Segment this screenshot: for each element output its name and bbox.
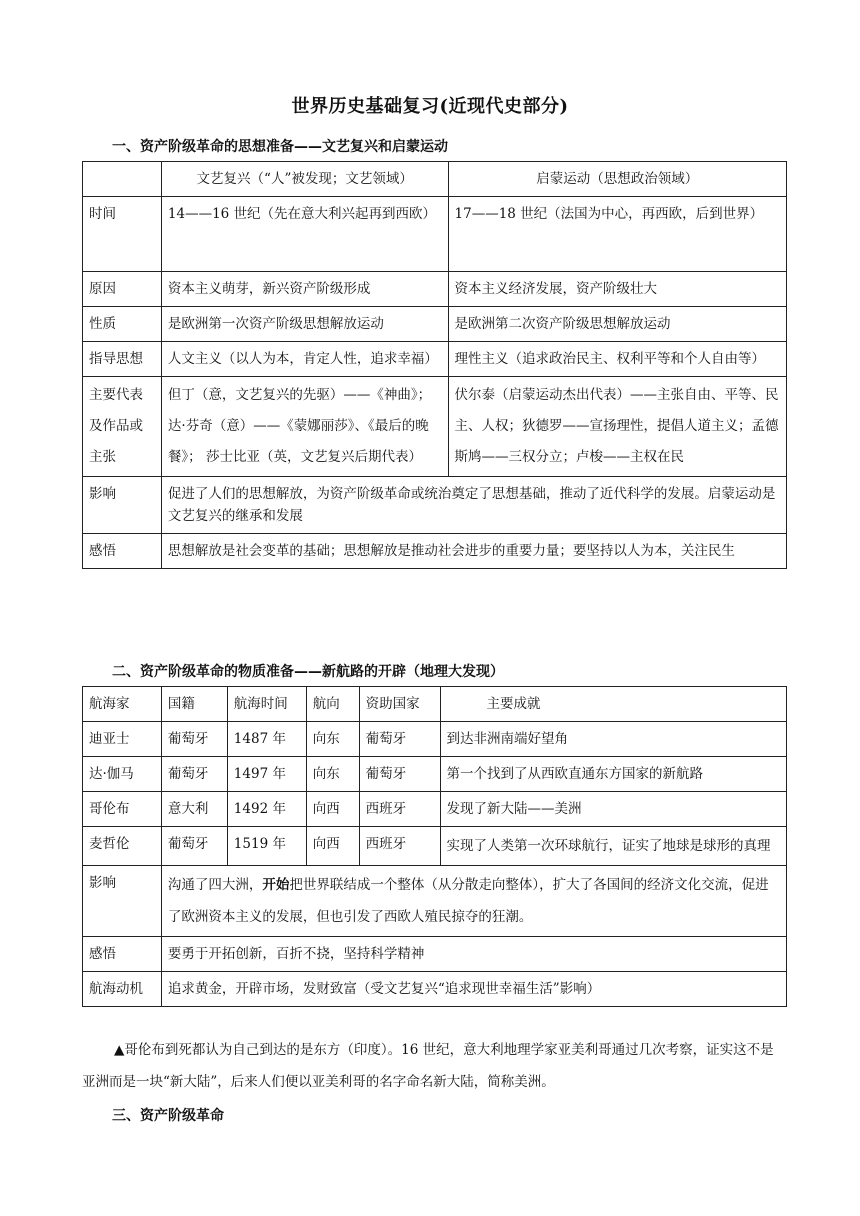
table-cell: 1497 年: [227, 757, 306, 792]
table-cell: 葡萄牙: [359, 722, 440, 757]
table-cell: 但丁（意，文艺复兴的先驱）——《神曲》；达·芬奇（意）——《蒙娜丽莎》、《最后的晚餐》； 莎士比亚（英，文艺复兴后期代表）: [161, 377, 448, 477]
table-cell: 发现了新大陆——美洲: [440, 792, 786, 827]
table-row: [83, 162, 787, 197]
table-cell: 向东: [306, 722, 359, 757]
row-label: 感悟: [83, 937, 162, 972]
section2-heading-main: 二、资产阶级革命的物质准备——新航路的开辟: [112, 664, 406, 680]
section1-heading: 一、资产阶级革命的思想准备——文艺复兴和启蒙运动: [112, 139, 448, 155]
table-cell: 西班牙: [359, 792, 440, 827]
section2-heading-suffix: （地理大发现）: [406, 664, 504, 680]
table-header: 航海时间: [227, 687, 306, 722]
influence-text-bold: 开始: [262, 877, 290, 893]
table-cell: 伏尔泰（启蒙运动杰出代表）——主张自由、平等、民主、人权；狄德罗——宣扬理性，提倡人道主义；孟德斯鸠——三权分立；卢梭——主权在民: [448, 377, 786, 477]
row-label: 性质: [83, 307, 162, 342]
columbus-note: ▲哥伦布到死都认为自己到达的是东方（印度）。16 世纪，意大利地理学家亚美利哥通过几次考察，证实这不是亚洲而是一块“新大陆”，后来人们便以亚美利哥的名字命名新大陆，简称美洲。: [82, 1042, 774, 1090]
table-cell: 是欧洲第二次资产阶级思想解放运动: [448, 307, 786, 342]
row-label: 时间: [83, 197, 162, 272]
row-label: 原因: [83, 272, 162, 307]
table-cell: 西班牙: [359, 827, 440, 866]
table-cell: 资本主义经济发展，资产阶级壮大: [448, 272, 786, 307]
table-cell: 理性主义（追求政治民主、权利平等和个人自由等）: [448, 342, 786, 377]
table-cell: 1492 年: [227, 792, 306, 827]
table-header: 文艺复兴（“人”被发现；文艺领域）: [161, 162, 448, 197]
table-row: [83, 972, 787, 1007]
table-row: [83, 757, 787, 792]
table-header: 航向: [306, 687, 359, 722]
table-cell: 是欧洲第一次资产阶级思想解放运动: [161, 307, 448, 342]
table-row: [83, 937, 787, 972]
table-header: 资助国家: [359, 687, 440, 722]
table-row: [83, 307, 787, 342]
table-cell: 实现了人类第一次环球航行，证实了地球是球形的真理: [440, 827, 786, 866]
table-row: [83, 722, 787, 757]
table-row: [83, 534, 787, 569]
table-cell: 葡萄牙: [359, 757, 440, 792]
section2-heading: [112, 661, 504, 681]
table-cell: 14——16 世纪（先在意大利兴起再到西欧）: [161, 197, 448, 272]
table-cell: 人文主义（以人为本，肯定人性，追求幸福）: [161, 342, 448, 377]
table-row: [83, 272, 787, 307]
table-cell: [161, 866, 786, 937]
table-cell: 向东: [306, 757, 359, 792]
row-label: 感悟: [83, 534, 162, 569]
table-row: [83, 477, 787, 534]
table-row: [83, 342, 787, 377]
table-cell: 要勇于开拓创新，百折不挠，坚持科学精神: [161, 937, 786, 972]
table-cell: 17——18 世纪（法国为中心，再西欧，后到世界）: [448, 197, 786, 272]
table-cell: 思想解放是社会变革的基础；思想解放是推动社会进步的重要力量；要坚持以人为本，关注民生: [161, 534, 786, 569]
table-row: [83, 792, 787, 827]
table-row: [83, 197, 787, 272]
table-header: 国籍: [161, 687, 227, 722]
table-cell: 葡萄牙: [161, 827, 227, 866]
table-cell: 达·伽马: [83, 757, 162, 792]
table-row: [83, 866, 787, 937]
row-label: 航海动机: [83, 972, 162, 1007]
table-cell: 葡萄牙: [161, 757, 227, 792]
table-cell: 意大利: [161, 792, 227, 827]
table-header: 航海家: [83, 687, 162, 722]
renaissance-enlightenment-table: [82, 161, 787, 569]
table-cell: [83, 162, 162, 197]
table-cell: 麦哲伦: [83, 827, 162, 866]
table-cell: 促进了人们的思想解放，为资产阶级革命或统治奠定了思想基础，推动了近代科学的发展。启蒙运动是文艺复兴的继承和发展: [161, 477, 786, 534]
row-label: 指导思想: [83, 342, 162, 377]
row-label: 主要代表及作品或主张: [83, 377, 162, 477]
table-cell: 哥伦布: [83, 792, 162, 827]
row-label: 影响: [83, 866, 162, 937]
table-cell: 迪亚士: [83, 722, 162, 757]
page-title: 世界历史基础复习(近现代史部分): [291, 96, 569, 117]
section3-heading: 三、资产阶级革命: [112, 1108, 224, 1124]
table-row: [83, 687, 787, 722]
table-cell: 追求黄金，开辟市场，发财致富（受文艺复兴“追求现世幸福生活”影响）: [161, 972, 786, 1007]
influence-text-pre: 沟通了四大洲，: [167, 877, 263, 893]
table-cell: 1487 年: [227, 722, 306, 757]
table-row: [83, 827, 787, 866]
table-cell: 向西: [306, 792, 359, 827]
table-cell: 第一个找到了从西欧直通东方国家的新航路: [440, 757, 786, 792]
table-row: [83, 377, 787, 477]
table-cell: 向西: [306, 827, 359, 866]
table-cell: 到达非洲南端好望角: [440, 722, 786, 757]
table-header: 主要成就: [440, 687, 786, 722]
table-cell: 1519 年: [227, 827, 306, 866]
influence-text-post: 把世界联结成一个整体（从分散走向整体），扩大了各国间的经济文化交流，促进了欧洲资本主义的发展，但也引发了西欧人殖民掠夺的狂潮。: [167, 877, 769, 925]
navigators-table: [82, 686, 787, 1007]
row-label: 影响: [83, 477, 162, 534]
table-header: 启蒙运动（思想政治领域）: [448, 162, 786, 197]
table-cell: 资本主义萌芽，新兴资产阶级形成: [161, 272, 448, 307]
table-cell: 葡萄牙: [161, 722, 227, 757]
